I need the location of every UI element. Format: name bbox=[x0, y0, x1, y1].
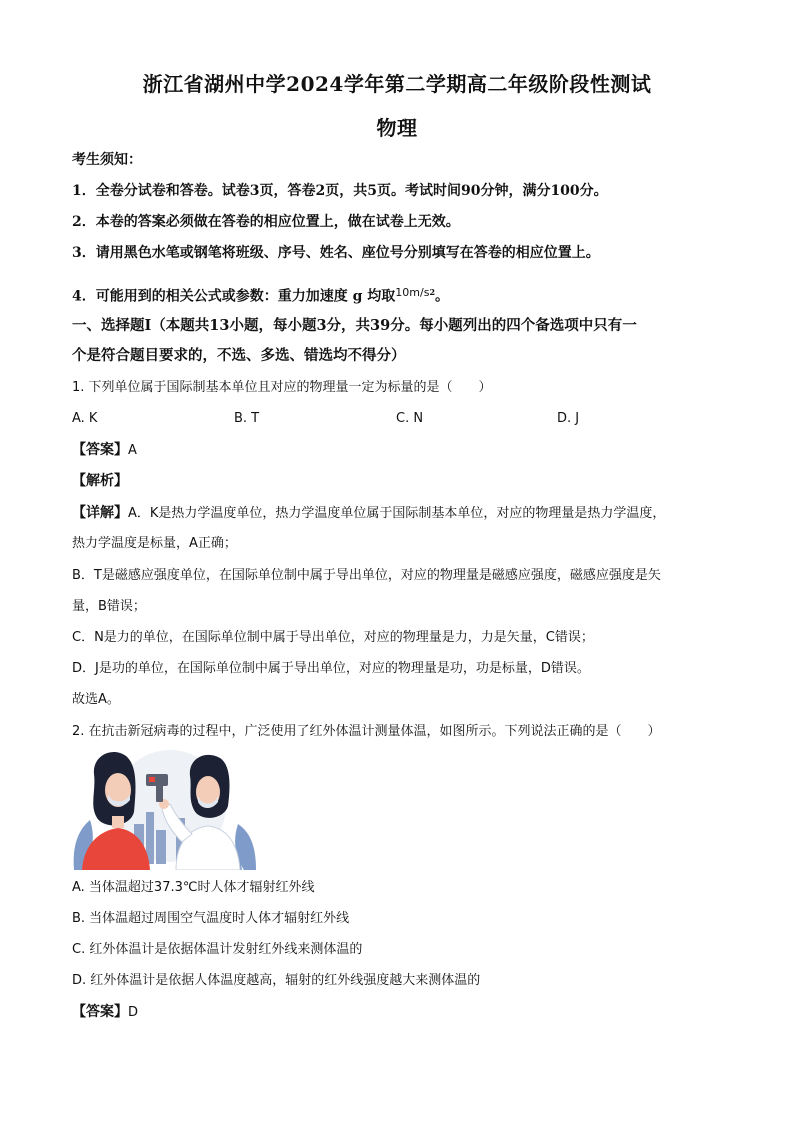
q1-detail-line-6: D．J是功的单位，在国际单位制中属于导出单位，对应的物理量是功，功是标量，D错误。 bbox=[72, 661, 590, 676]
q1-option-d: D. J bbox=[557, 411, 580, 426]
q1-detail-line-1: A．K是热力学温度单位，热力学温度单位属于国际制基本单位，对应的物理量是热力学温度， bbox=[128, 506, 666, 521]
gravity-value: 10m/s bbox=[395, 285, 430, 299]
q1-detail-line-4: 量，B错误； bbox=[72, 599, 146, 614]
section1-heading-1: 一、选择题Ⅰ（本题共13小题，每小题3分，共39分。每小题列出的四个备选项中只有一 bbox=[72, 317, 637, 334]
q2-stem: 2. 在抗击新冠病毒的过程中，广泛使用了红外体温计测量体温，如图所示。下列说法正确的是（ ） bbox=[72, 724, 661, 739]
section1-heading-2: 个是符合题目要求的，不选、多选、错选均不得分） bbox=[72, 347, 406, 364]
q2-answer-tag: 【答案】 bbox=[72, 1004, 128, 1020]
q1-detail-1 bbox=[72, 503, 665, 524]
q1-answer-value: A bbox=[128, 443, 137, 458]
q2-answer-value: D bbox=[128, 1005, 139, 1020]
q1-detail-line-3: B．T是磁感应强度单位，在国际单位制中属于导出单位，对应的物理量是磁感应强度，磁感应强度是矢 bbox=[72, 568, 661, 583]
q1-detail-line-7: 故选A。 bbox=[72, 692, 120, 707]
q1-answer bbox=[72, 440, 137, 461]
thermometer-illustration bbox=[72, 746, 256, 870]
notice-item-2: 2．本卷的答案必须做在答卷的相应位置上，做在试卷上无效。 bbox=[72, 214, 460, 230]
notice-item-4-text: 4．可能用到的相关公式或参数：重力加速度 g 均取 bbox=[72, 288, 396, 305]
q1-analysis-tag: 【解析】 bbox=[72, 473, 128, 489]
notice-item-3: 3．请用黑色水笔或钢笔将班级、序号、姓名、座位号分别填写在答卷的相应位置上。 bbox=[72, 245, 600, 261]
q2-option-c: C. 红外体温计是依据体温计发射红外线来测体温的 bbox=[72, 942, 363, 957]
gravity-end: 。 bbox=[435, 288, 450, 305]
notice-item-4 bbox=[72, 282, 449, 308]
exam-title: 浙江省湖州中学2024学年第二学期高二年级阶段性测试 bbox=[142, 72, 652, 96]
notice-heading: 考生须知： bbox=[72, 152, 142, 168]
q1-detail-line-2: 热力学温度是标量，A正确； bbox=[72, 536, 237, 551]
q1-option-c: C. N bbox=[396, 411, 424, 426]
q1-option-b: B. T bbox=[234, 411, 260, 426]
q1-stem: 1. 下列单位属于国际制基本单位且对应的物理量一定为标量的是（ ） bbox=[72, 380, 492, 395]
subject-title: 物理 bbox=[376, 116, 418, 140]
q1-answer-tag: 【答案】 bbox=[72, 442, 128, 458]
q1-detail-tag: 【详解】 bbox=[72, 505, 128, 521]
q2-answer bbox=[72, 1002, 138, 1023]
gravity-exp: 2 bbox=[429, 287, 436, 297]
notice-item-1: 1．全卷分试卷和答卷。试卷3页，答卷2页，共5页。考试时间90分钟，满分100分。 bbox=[72, 183, 608, 199]
q1-detail-line-5: C．N是力的单位，在国际单位制中属于导出单位，对应的物理量是力，力是矢量，C错误； bbox=[72, 630, 594, 645]
q2-option-d: D. 红外体温计是依据人体温度越高，辐射的红外线强度越大来测体温的 bbox=[72, 973, 481, 988]
q1-option-a: A. K bbox=[72, 411, 98, 426]
q2-option-a: A. 当体温超过37.3℃时人体才辐射红外线 bbox=[72, 880, 315, 895]
q2-option-b: B. 当体温超过周围空气温度时人体才辐射红外线 bbox=[72, 911, 350, 926]
